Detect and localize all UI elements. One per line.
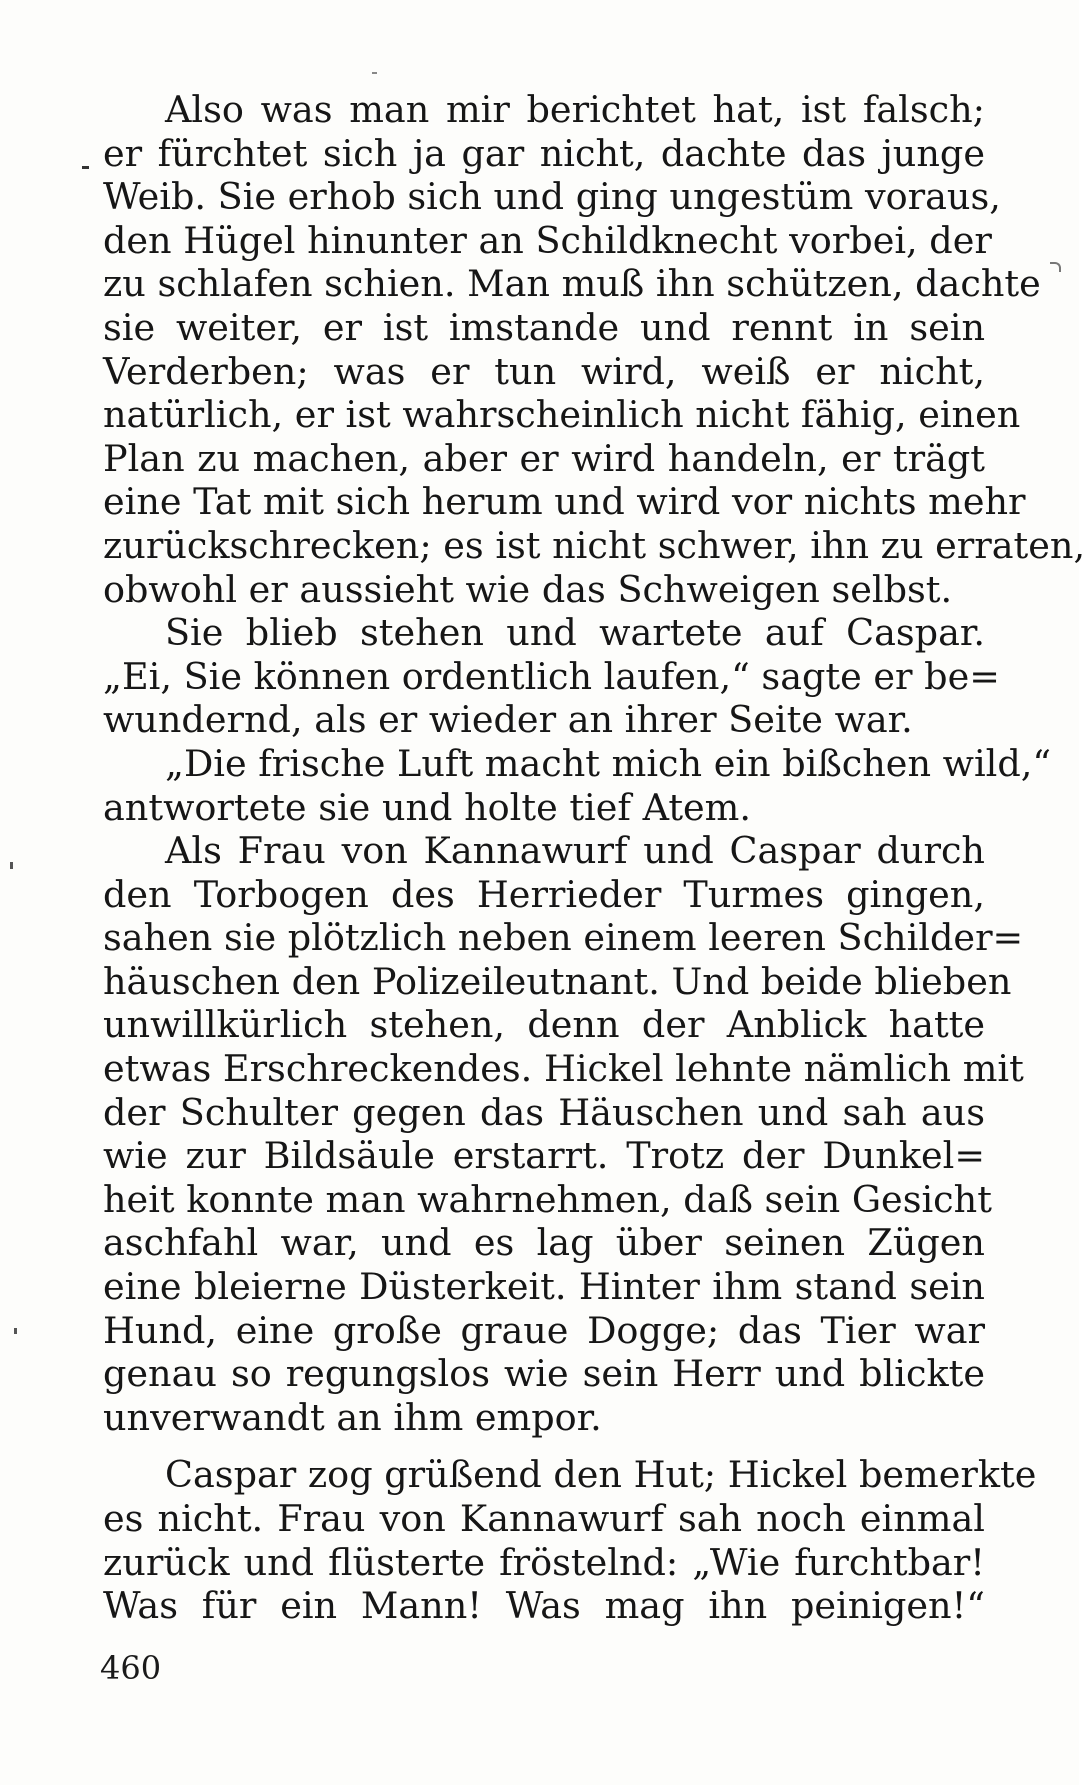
text-line: Als Frau von Kannawurf und Caspar durch xyxy=(165,829,985,873)
text-line: er fürchtet sich ja gar nicht, dachte das junge xyxy=(103,131,985,175)
text-line: etwas Erschreckendes. Hickel lehnte nämlich mit xyxy=(103,1047,1024,1091)
text-line: wie zur Bildsäule erstarrt. Trotz der Dunkel= xyxy=(103,1134,985,1178)
text-line: Hund, eine große graue Dogge; das Tier war xyxy=(103,1308,985,1352)
text-line: eine bleierne Düsterkeit. Hinter ihm stand sein xyxy=(103,1265,985,1309)
text-line: obwohl er aussieht wie das Schweigen selbst. xyxy=(103,567,953,611)
text-line: unverwandt an ihm empor. xyxy=(103,1395,602,1439)
text-line: Weib. Sie erhob sich und ging ungestüm voraus, xyxy=(103,175,1001,219)
text-line: Caspar zog grüßend den Hut; Hickel bemerkte xyxy=(165,1453,1037,1497)
text-line: antwortete sie und holte tief Atem. xyxy=(103,785,751,829)
text-line: natürlich, er ist wahrscheinlich nicht fähig, einen xyxy=(103,393,1021,437)
paragraph-gap xyxy=(103,1439,985,1453)
text-line: „Ei, Sie können ordentlich laufen,“ sagte er be= xyxy=(103,654,1000,698)
text-line: häuschen den Polizeileutnant. Und beide blieben xyxy=(103,959,1012,1003)
text-line: sie weiter, er ist imstande und rennt in sein xyxy=(103,305,985,349)
body-text xyxy=(103,88,1085,1628)
text-line: den Hügel hinunter an Schildknecht vorbei, der xyxy=(103,218,992,262)
text-line: zurückschrecken; es ist nicht schwer, ihn zu erraten, xyxy=(103,523,1085,567)
text-line: „Die frische Luft macht mich ein bißchen wild,“ xyxy=(165,741,1052,785)
text-line: unwillkürlich stehen, denn der Anblick hatte xyxy=(103,1003,985,1047)
margin-mark xyxy=(14,1328,17,1334)
text-line: zurück und flüsterte fröstelnd: „Wie furchtbar! xyxy=(103,1540,985,1584)
text-line: Also was man mir berichtet hat, ist falsch; xyxy=(165,88,985,131)
text-line: den Torbogen des Herrieder Turmes gingen, xyxy=(103,872,985,916)
text-line: zu schlafen schien. Man muß ihn schützen, dachte xyxy=(103,262,1041,306)
text-line: eine Tat mit sich herum und wird vor nichts mehr xyxy=(103,480,1026,524)
text-line: Verderben; was er tun wird, weiß er nicht, xyxy=(103,349,985,393)
margin-mark xyxy=(82,166,89,169)
text-line: genau so regungslos wie sein Herr und blickte xyxy=(103,1352,985,1396)
text-line: Was für ein Mann! Was mag ihn peinigen!“ xyxy=(103,1584,985,1628)
text-line: heit konnte man wahrnehmen, daß sein Gesicht xyxy=(103,1177,992,1221)
text-line: der Schulter gegen das Häuschen und sah aus xyxy=(103,1090,985,1134)
text-line: Plan zu machen, aber er wird handeln, er trägt xyxy=(103,436,985,480)
text-line: aschfahl war, und es lag über seinen Zügen xyxy=(103,1221,985,1265)
text-line: es nicht. Frau von Kannawurf sah noch einmal xyxy=(103,1497,985,1540)
margin-mark xyxy=(1050,262,1061,272)
print-speck xyxy=(372,72,377,74)
text-line: wundernd, als er wieder an ihrer Seite war. xyxy=(103,698,913,742)
text-line: sahen sie plötzlich neben einem leeren Schilder= xyxy=(103,916,1024,960)
page-number: 460 xyxy=(100,1649,162,1687)
text-line: Sie blieb stehen und wartete auf Caspar. xyxy=(165,611,985,655)
margin-mark xyxy=(10,862,13,869)
